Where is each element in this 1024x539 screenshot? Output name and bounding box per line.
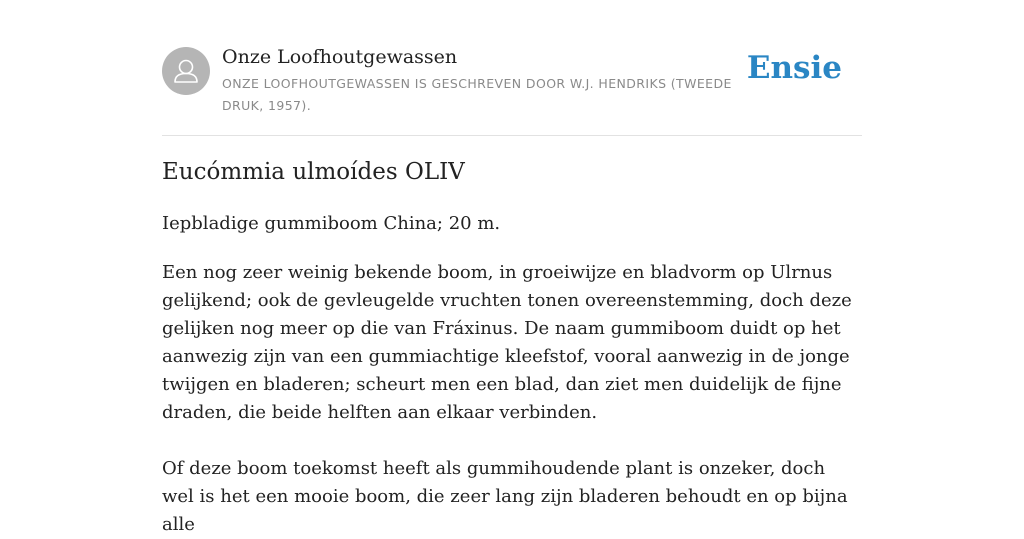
user-icon: [162, 47, 210, 95]
entry-subtitle: Iepbladige gummiboom China; 20 m.: [162, 213, 501, 234]
source-title[interactable]: Onze Loofhoutgewassen: [222, 46, 458, 68]
avatar[interactable]: [162, 47, 210, 95]
entry-paragraph: Een nog zeer weinig bekende boom, in groeiwijze en bladvorm op Ulrnus gelijkend; ook de gevleugelde vruchten tonen overeenstemming, doch deze gelijken nog meer op die van Fráxinus. De naam gummiboom duidt op het aanwezig zijn van een gummiachtige kleefstof, vooral aanwezig in de jonge twijgen en bladeren; scheurt men een blad, dan ziet men duidelijk de fijne draden, die beide helften aan elkaar verbinden.: [162, 262, 852, 423]
page-container: [162, 0, 862, 535]
source-subtitle: ONZE LOOFHOUTGEWASSEN IS GESCHREVEN DOOR W.J. HENDRIKS (TWEEDE DRUK, 1957).: [222, 76, 732, 113]
brand-logo[interactable]: Ensie: [746, 50, 842, 86]
entry-title: Eucómmia ulmoídes OLIV: [162, 159, 465, 185]
source-header: [162, 0, 862, 136]
entry-paragraph: Of deze boom toekomst heeft als gummihoudende plant is onzeker, doch wel is het een mooie boom, die zeer lang zijn bladeren behoudt en op bijna alle: [162, 458, 848, 535]
